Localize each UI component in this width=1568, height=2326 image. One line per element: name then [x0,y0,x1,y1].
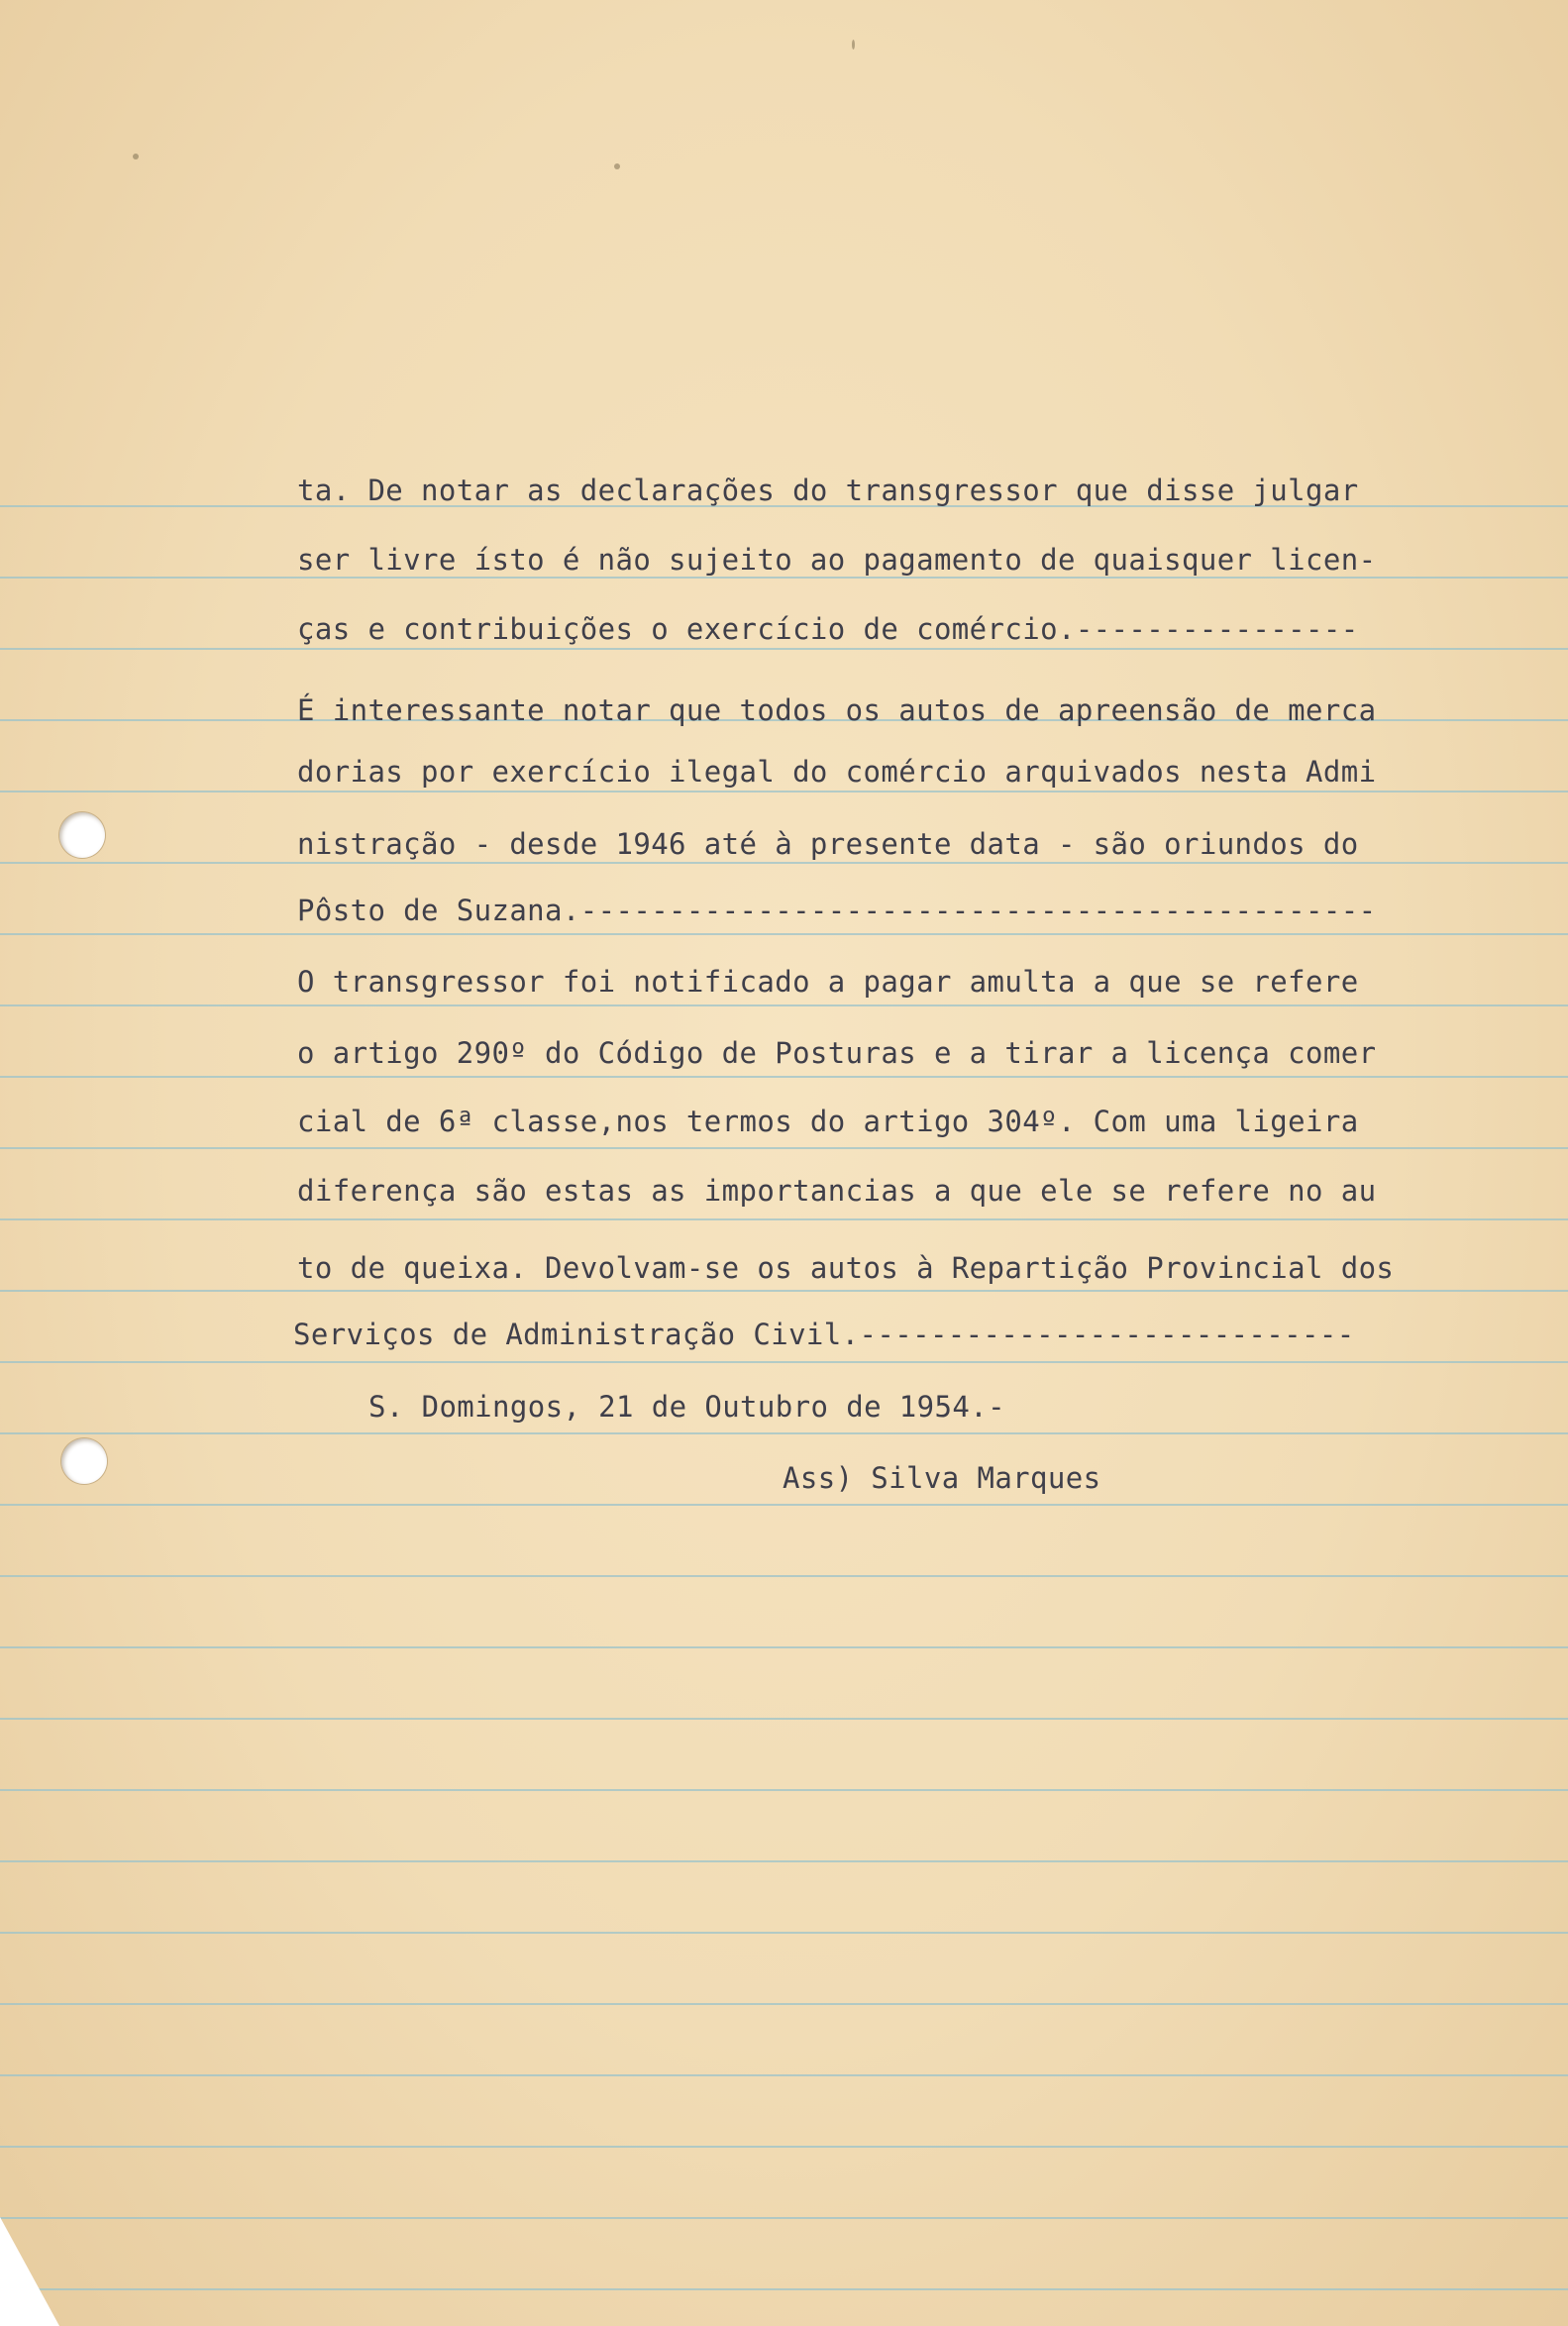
ruled-line [0,1718,1568,1720]
body-line-7: Pôsto de Suzana.--------------------------------------------- [297,894,1377,927]
ruled-line [0,1646,1568,1648]
ruled-line [0,1575,1568,1577]
body-line-13: Serviços de Administração Civil.---------------------------- [293,1318,1355,1351]
ruled-line [0,862,1568,864]
ink-speck [852,40,855,50]
body-line-8: O transgressor foi notificado a pagar amulta a que se refere [297,965,1359,999]
ruled-line [0,1218,1568,1220]
ruled-line [0,1860,1568,1862]
ruled-line [0,1432,1568,1434]
body-line-12: to de queixa. Devolvam-se os autos à Repartição Provincial dos [297,1251,1395,1285]
ruled-line [0,1147,1568,1149]
punch-hole-top [59,812,105,858]
torn-corner [0,2217,59,2326]
ruled-line [0,1290,1568,1292]
ruled-line [0,791,1568,793]
signature-line: Ass) Silva Marques [783,1461,1101,1495]
body-line-11: diferença são estas as importancias a que ele se refere no au [297,1174,1377,1208]
ruled-line [0,1004,1568,1006]
punch-hole-bottom [61,1438,107,1484]
body-line-9: o artigo 290º do Código de Posturas e a tirar a licença comer [297,1036,1377,1070]
ruled-line [0,577,1568,579]
body-line-3: ças e contribuições o exercício de comércio.---------------- [297,612,1359,646]
ruled-line [0,2146,1568,2148]
ruled-line [0,933,1568,935]
ruled-line [0,1789,1568,1791]
body-line-4: É interessante notar que todos os autos de apreensão de merca [297,693,1377,727]
ruled-line [0,1076,1568,1078]
body-line-6: nistração - desde 1946 até à presente data - são oriundos do [297,827,1359,861]
body-line-10: cial de 6ª classe,nos termos do artigo 304º. Com uma ligeira [297,1105,1359,1138]
ruled-line [0,2003,1568,2005]
ruled-line [0,1504,1568,1506]
ruled-line [0,648,1568,650]
body-line-5: dorias por exercício ilegal do comércio arquivados nesta Admi [297,755,1377,789]
ink-speck [133,154,139,159]
ruled-line [0,2288,1568,2290]
ruled-line [0,1932,1568,1934]
ruled-line [0,2074,1568,2076]
ruled-line [0,2217,1568,2219]
date-line: S. Domingos, 21 de Outubro de 1954.- [368,1390,1005,1424]
ruled-line [0,1361,1568,1363]
ink-speck [614,163,620,169]
body-line-2: ser livre ísto é não sujeito ao pagamento de quaisquer licen- [297,543,1377,577]
body-line-1: ta. De notar as declarações do transgressor que disse julgar [297,474,1359,507]
